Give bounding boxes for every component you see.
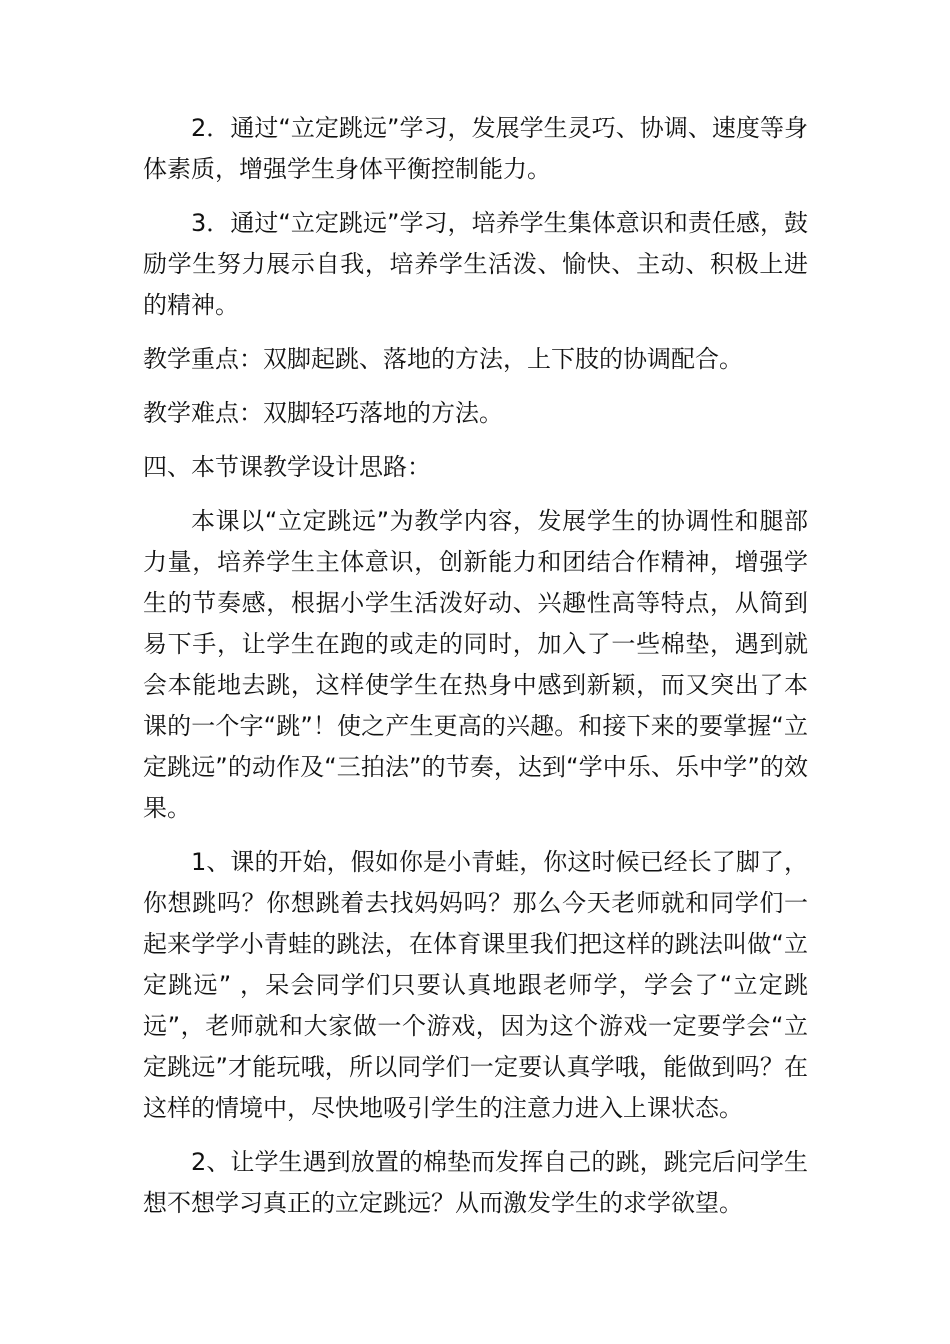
teaching-difficulty: 教学难点：双脚轻巧落地的方法。 [143, 399, 503, 427]
objective-paragraph-2: 2．通过“立定跳远”学习，发展学生灵巧、协调、速度等身体素质，增强学生身体平衡控制能力。 [143, 114, 808, 183]
design-idea-paragraph: 本课以“立定跳远”为教学内容，发展学生的协调性和腿部力量，培养学生主体意识，创新能力和团结合作精神，增强学生的节奏感，根据小学生活泼好动、兴趣性高等特点，从简到易下手，让学生在跑的或走的同时，加入了一些棉垫，遇到就会本能地去跳，这样使学生在热身中感到新颖，而又突出了本课的一个字“跳”！使之产生更高的兴趣。和接下来的要掌握“立定跳远”的动作及“三拍法”的节奏，达到“学中乐、乐中学”的效果。 [143, 507, 808, 822]
lesson-step-2: 2、让学生遇到放置的棉垫而发挥自己的跳，跳完后问学生想不想学习真正的立定跳远？从而激发学生的求学欲望。 [143, 1148, 808, 1217]
document-body [143, 108, 808, 1237]
teaching-key-point: 教学重点：双脚起跳、落地的方法，上下肢的协调配合。 [143, 345, 743, 373]
lesson-step-1: 1、课的开始，假如你是小青蛙，你这时候已经长了脚了，你想跳吗？你想跳着去找妈妈吗？那么今天老师就和同学们一起来学学小青蛙的跳法，在体育课里我们把这样的跳法叫做“立定跳远” ，呆会同学们只要认真地跟老师学，学会了“立定跳远”，老师就和大家做一个游戏，因为这个游戏一定要学会“立定跳远”才能玩哦，所以同学们一定要认真学哦，能做到吗？在这样的情境中，尽快地吸引学生的注意力进入上课状态。 [143, 848, 808, 1122]
section-heading-design-idea: 四、本节课教学设计思路： [143, 453, 431, 481]
objective-paragraph-3: 3．通过“立定跳远”学习，培养学生集体意识和责任感，鼓励学生努力展示自我，培养学生活泼、愉快、主动、积极上进的精神。 [143, 209, 808, 319]
